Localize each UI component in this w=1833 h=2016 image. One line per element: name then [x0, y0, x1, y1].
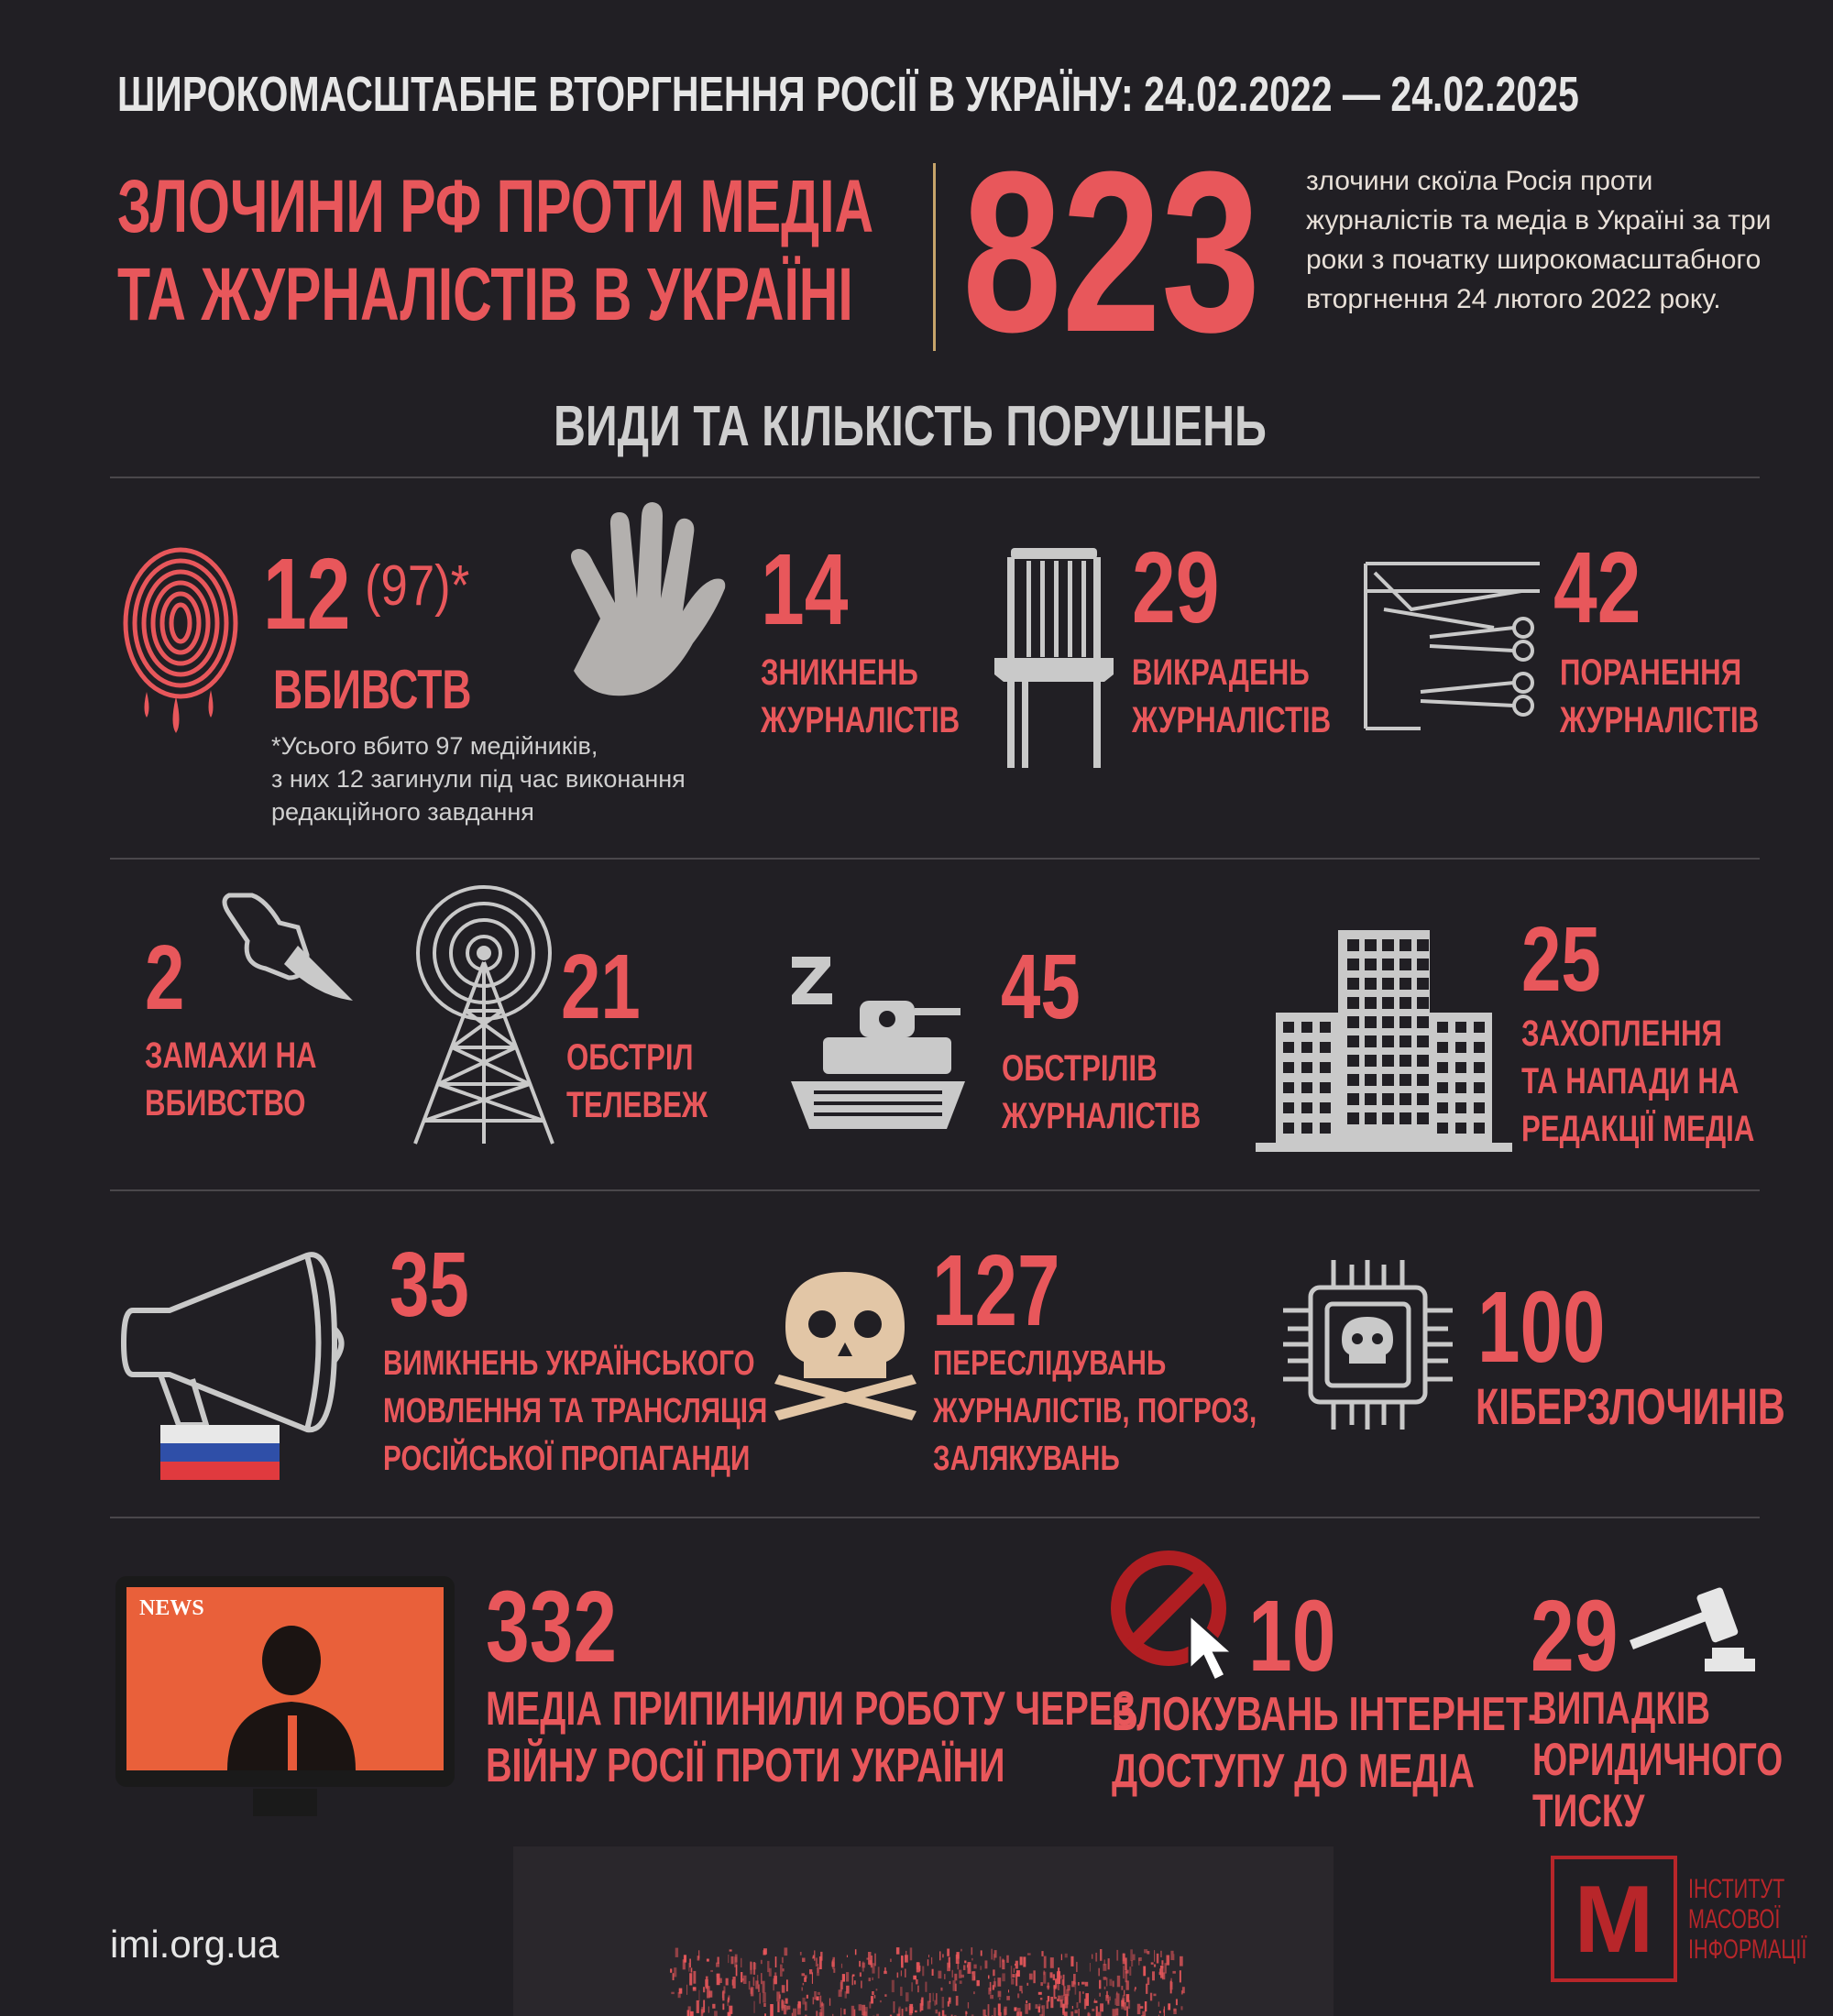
label-line: ОБСТРІЛ [566, 1037, 694, 1078]
label-line: ЖУРНАЛІСТІВ [1002, 1096, 1202, 1136]
label-line: ВБИВСТВО [145, 1083, 306, 1123]
tv-news-text: NEWS [139, 1596, 204, 1620]
label-line: ТИСКУ [1532, 1785, 1645, 1836]
note-line: редакційного завдання [271, 798, 534, 826]
injuries-value: 42 [1553, 531, 1641, 644]
label-line: РОСІЙСЬКОЇ ПРОПАГАНДИ [383, 1440, 751, 1478]
total-desc-line: злочини скоїла Росія проти [1306, 166, 1653, 196]
murders-total: (97)* [365, 554, 470, 618]
murders-value: 12 [263, 538, 351, 651]
tank-icon [786, 953, 970, 1150]
cyber-label: КІБЕРЗЛОЧИНІВ [1476, 1377, 1785, 1435]
attempts-label [145, 1032, 365, 1127]
label-line: ТЕЛЕВЕЖ [566, 1085, 708, 1125]
main-title-line2: ТА ЖУРНАЛІСТІВ В УКРАЇНІ [117, 253, 853, 336]
label-line: ВИМКНЕНЬ УКРАЇНСЬКОГО [383, 1344, 755, 1383]
injuries-label [1560, 649, 1815, 744]
tv-towers-label [566, 1034, 748, 1129]
imi-logo [1551, 1856, 1677, 1982]
abductions-value: 29 [1132, 531, 1220, 644]
seizures-label [1521, 1010, 1820, 1153]
chair-icon [994, 548, 1114, 768]
label-line: ПОРАНЕННЯ [1560, 652, 1742, 693]
logo-text [1688, 1874, 1833, 1965]
note-line: *Усього вбито 97 медійників, [271, 732, 598, 760]
label-line: ЗАЛЯКУВАНЬ [933, 1440, 1120, 1478]
note-line: з них 12 загинули під час виконання [271, 765, 686, 793]
persecution-value: 127 [932, 1234, 1060, 1347]
decorative-spray [513, 1846, 1334, 2016]
shelling-value: 45 [1001, 936, 1081, 1038]
stopped-value: 332 [486, 1571, 618, 1683]
label-line: ПЕРЕСЛІДУВАНЬ [933, 1344, 1167, 1383]
logo-line: МАСОВОЇ [1688, 1904, 1781, 1934]
label-line: ЖУРНАЛІСТІВ, ПОГРОЗ, [933, 1392, 1257, 1430]
gavel-icon [1630, 1585, 1758, 1677]
shelling-label [1002, 1045, 1257, 1140]
disappearances-label [761, 649, 1015, 744]
period-title: ШИРОКОМАСШТАБНЕ ВТОРГНЕННЯ РОСІЇ В УКРАЇНУ: 24.02.2022 — 24.02.2025 [117, 67, 1579, 122]
disappearances-value: 14 [761, 533, 849, 646]
total-desc-line: журналістів та медіа в Україні за три [1306, 205, 1772, 236]
legal-label [1532, 1682, 1833, 1836]
label-line: ТА НАПАДИ НА [1521, 1061, 1740, 1101]
blocking-value: 10 [1248, 1580, 1336, 1693]
label-line: РЕДАКЦІЇ МЕДІА [1521, 1109, 1755, 1149]
label-line: ОБСТРІЛІВ [1002, 1048, 1158, 1089]
label-line: ЗАМАХИ НА [145, 1035, 317, 1076]
label-line: ЖУРНАЛІСТІВ [761, 700, 960, 740]
divider [110, 1189, 1760, 1191]
attempts-value: 2 [145, 926, 185, 1029]
divider [110, 858, 1760, 860]
logo-line: ІНФОРМАЦІЇ [1688, 1934, 1807, 1965]
knife-hand-icon [215, 891, 357, 1019]
fingerprint-icon [119, 536, 243, 747]
title-divider [933, 163, 936, 351]
tv-screen [126, 1587, 444, 1770]
tv-stand [253, 1789, 317, 1816]
surgical-tools-icon [1366, 564, 1540, 729]
broadcast-value: 35 [390, 1233, 469, 1336]
logo-line: ІНСТИТУТ [1688, 1874, 1785, 1904]
total-count: 823 [962, 124, 1261, 379]
divider [110, 1517, 1760, 1518]
label-line: ВИКРАДЕНЬ [1132, 652, 1310, 693]
label-line: ВІЙНУ РОСІЇ ПРОТИ УКРАЇНИ [486, 1739, 1005, 1792]
cyber-value: 100 [1477, 1271, 1606, 1384]
label-line: ЗАХОПЛЕННЯ [1521, 1013, 1722, 1054]
skull-crossbones-icon [765, 1265, 926, 1430]
total-desc-line: роки з початку широкомасштабного [1306, 245, 1762, 275]
buildings-icon [1256, 930, 1512, 1152]
handprint-icon [564, 509, 756, 715]
total-description [1306, 161, 1771, 319]
label-line: ЖУРНАЛІСТІВ [1560, 700, 1760, 740]
blocked-cursor-icon [1109, 1549, 1246, 1686]
label-line: ЗНИКНЕНЬ [761, 652, 918, 693]
label-line: МОВЛЕННЯ ТА ТРАНСЛЯЦІЯ [383, 1392, 768, 1430]
murders-label: ВБИВСТВ [273, 659, 472, 720]
legal-value: 29 [1531, 1580, 1619, 1693]
anchor-silhouette [126, 1587, 444, 1770]
abductions-label [1132, 649, 1387, 744]
news-tv-icon [115, 1576, 455, 1787]
total-desc-line: вторгнення 24 лютого 2022 року. [1306, 284, 1721, 314]
decorative-panel [513, 1846, 1334, 2016]
chip-skull-icon [1283, 1260, 1453, 1430]
label-line: МЕДІА ПРИПИНИЛИ РОБОТУ ЧЕРЕЗ [486, 1682, 1136, 1736]
divider [110, 477, 1760, 478]
label-line: БЛОКУВАНЬ ІНТЕРНЕТ- [1112, 1688, 1541, 1741]
murders-note [271, 729, 686, 828]
tv-towers-value: 21 [561, 936, 641, 1038]
site-link[interactable]: imi.org.ua [110, 1923, 280, 1966]
seizures-value: 25 [1521, 908, 1601, 1011]
label-line: ЖУРНАЛІСТІВ [1132, 700, 1332, 740]
logo-letter: М [1574, 1867, 1654, 1973]
megaphone-icon [124, 1242, 362, 1485]
label-line: ВИПАДКІВ [1532, 1682, 1710, 1734]
main-title-line1: ЗЛОЧИНИ РФ ПРОТИ МЕДІА [117, 165, 874, 248]
tv-tower-icon [411, 887, 566, 1144]
label-line: ДОСТУПУ ДО МЕДІА [1112, 1745, 1475, 1798]
label-line: ЮРИДИЧНОГО [1532, 1734, 1784, 1785]
section-title: ВИДИ ТА КІЛЬКІСТЬ ПОРУШЕНЬ [554, 395, 1267, 458]
